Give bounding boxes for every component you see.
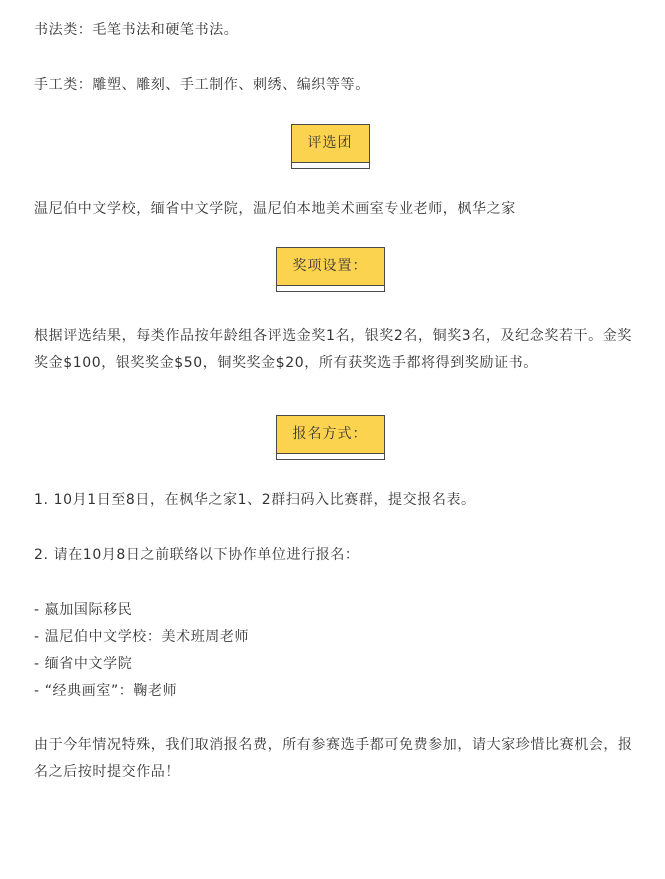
awards-heading-wrap	[34, 247, 626, 286]
awards-body: 根据评选结果，每类作品按年龄组各评选金奖1名，银奖2名，铜奖3名，及纪念奖若干。金奖奖金$100，银奖奖金$50，铜奖奖金$20，所有获奖选手都将得到奖励证书。	[34, 328, 632, 371]
partner-item: - “经典画室”：鞠老师	[34, 683, 178, 699]
partner-item: - 缅省中文学院	[34, 656, 133, 672]
article-content	[34, 0, 634, 786]
category-calligraphy: 书法类：毛笔书法和硬笔书法。	[34, 22, 239, 38]
registration-heading: 报名方式：	[276, 415, 385, 454]
partner-item: - 嬴加国际移民	[34, 602, 133, 618]
awards-heading: 奖项设置：	[276, 247, 385, 286]
jury-body: 温尼伯中文学校，缅省中文学院，温尼伯本地美术画室专业老师，枫华之家	[34, 201, 516, 217]
partner-list	[34, 597, 634, 705]
registration-step-2: 2. 请在10月8日之前联络以下协作单位进行报名：	[34, 547, 360, 563]
jury-heading: 评选团	[291, 124, 370, 163]
jury-heading-wrap	[34, 124, 626, 163]
registration-note: 由于今年情况特殊，我们取消报名费，所有参赛选手都可免费参加，请大家珍惜比赛机会，报名之后按时提交作品！	[34, 737, 633, 780]
registration-step-1: 1. 10月1日至8日，在枫华之家1、2群扫码入比赛群，提交报名表。	[34, 492, 476, 508]
category-handicraft: 手工类：雕塑、雕刻、手工制作、刺绣、编织等等。	[34, 77, 370, 93]
registration-heading-wrap	[34, 415, 626, 454]
partner-item: - 温尼伯中文学校：美术班周老师	[34, 629, 250, 645]
